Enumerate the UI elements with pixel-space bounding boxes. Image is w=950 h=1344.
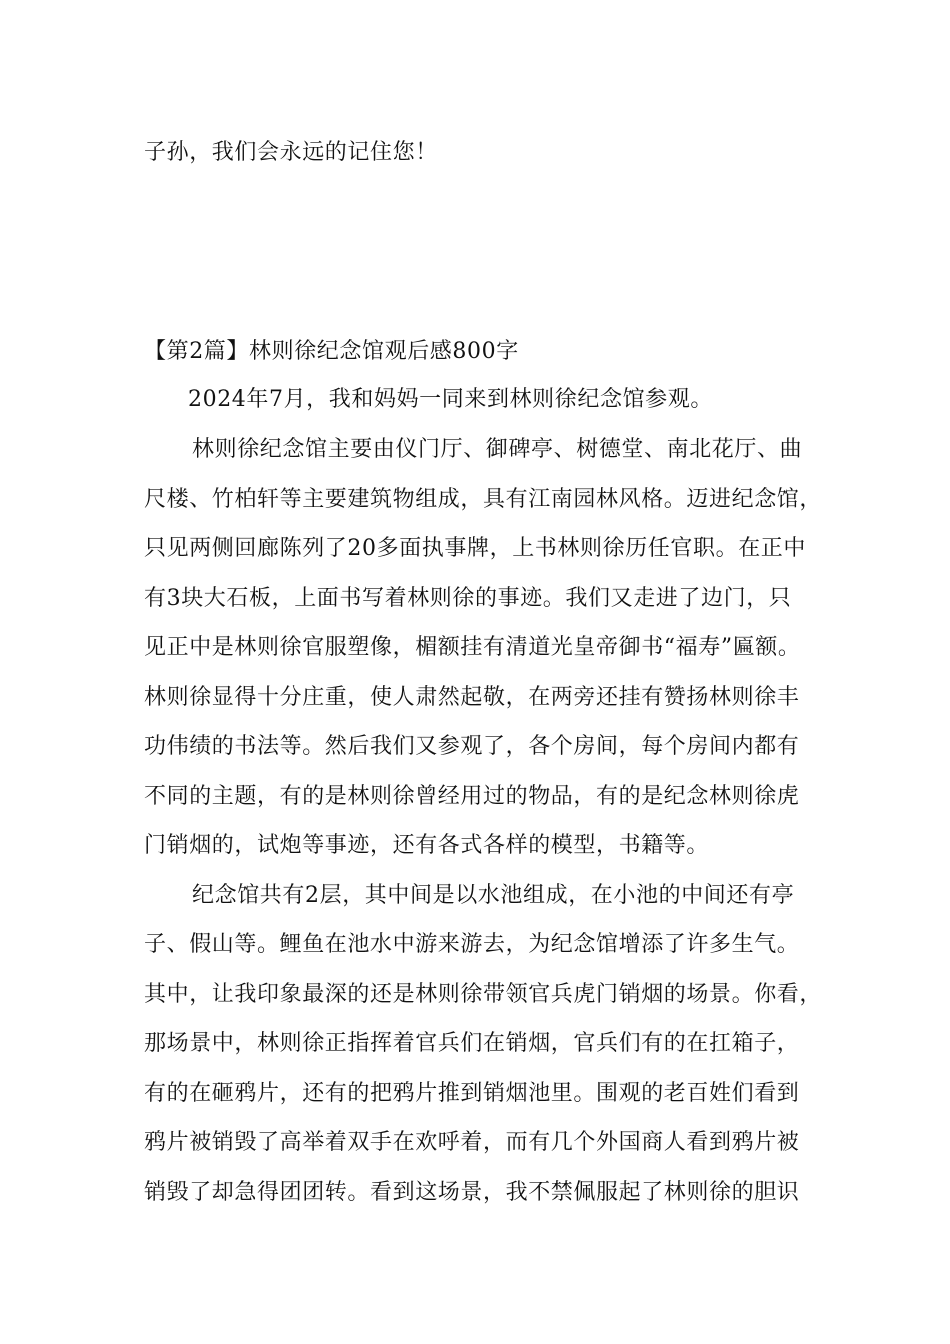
paragraph-2-line-4: 有3块大石板，上面书写着林则徐的事迹。我们又走进了边门，只 (144, 586, 792, 611)
paragraph-2-line-2: 尺楼、竹柏轩等主要建筑物组成，具有江南园林风格。迈进纪念馆， (144, 487, 823, 512)
paragraph-3-line-5: 有的在砸鸦片，还有的把鸦片推到销烟池里。围观的老百姓们看到 (144, 1081, 800, 1106)
paragraph-1-line-1: 2024年7月，我和妈妈一同来到林则徐纪念馆参观。 (188, 387, 713, 412)
paragraph-3-line-4: 那场景中，林则徐正指挥着官兵们在销烟，官兵们有的在扛箱子， (144, 1031, 800, 1056)
paragraph-2-line-9: 门销烟的，试炮等事迹，还有各式各样的模型，书籍等。 (144, 833, 710, 858)
carryover-text-line: 子孙，我们会永远的记住您！ (144, 140, 438, 165)
paragraph-3-line-6: 鸦片被销毁了高举着双手在欢呼着，而有几个外国商人看到鸦片被 (144, 1130, 800, 1155)
paragraph-2-line-6: 林则徐显得十分庄重，使人肃然起敬，在两旁还挂有赞扬林则徐丰 (144, 685, 800, 710)
paragraph-2-line-7: 功伟绩的书法等。然后我们又参观了，各个房间，每个房间内都有 (144, 734, 800, 759)
paragraph-2-line-3: 只见两侧回廊陈列了20多面执事牌，上书林则徐历任官职。在正中 (144, 536, 806, 561)
paragraph-3-line-1: 纪念馆共有2层，其中间是以水池组成，在小池的中间还有亭 (192, 883, 795, 908)
paragraph-3-line-3: 其中，让我印象最深的还是林则徐带领官兵虎门销烟的场景。你看， (144, 982, 823, 1007)
paragraph-2-line-5: 见正中是林则徐官服塑像，楣额挂有清道光皇帝御书“福寿”匾额。 (144, 635, 801, 660)
article-heading: 【第2篇】林则徐纪念馆观后感800字 (144, 339, 519, 364)
paragraph-3-line-7: 销毁了却急得团团转。看到这场景，我不禁佩服起了林则徐的胆识 (144, 1180, 800, 1205)
paragraph-3-line-2: 子、假山等。鲤鱼在池水中游来游去，为纪念馆增添了许多生气。 (144, 932, 800, 957)
paragraph-2-line-1: 林则徐纪念馆主要由仪门厅、御碑亭、树德堂、南北花厅、曲 (192, 437, 803, 462)
paragraph-2-line-8: 不同的主题，有的是林则徐曾经用过的物品，有的是纪念林则徐虎 (144, 784, 800, 809)
